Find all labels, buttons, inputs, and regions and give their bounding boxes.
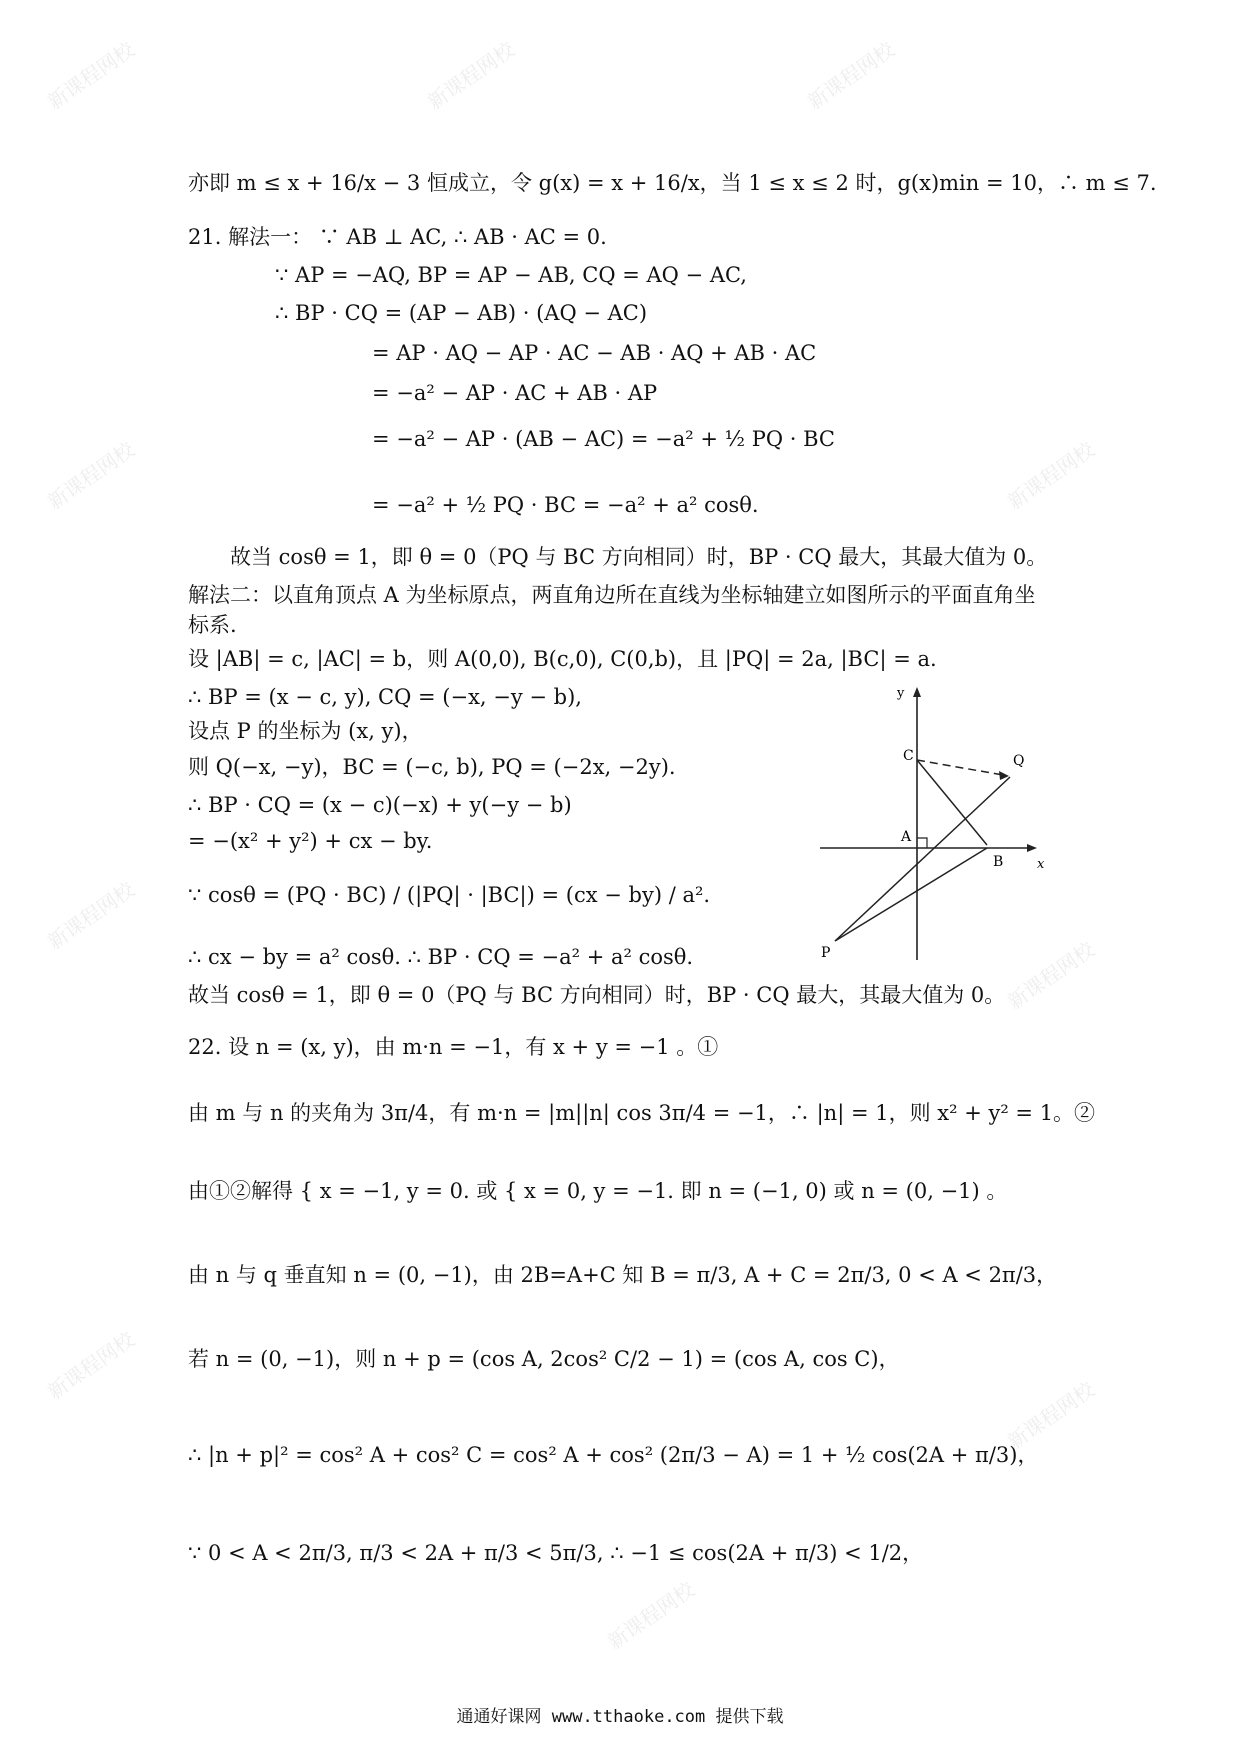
watermark: 新课程网校 [1003, 937, 1099, 1015]
right-angle-mark [917, 838, 927, 848]
point-q-label: Q [1013, 753, 1025, 769]
text-line: = −a² − AP · AC + AB · AP [372, 381, 658, 405]
point-b-label: B [993, 854, 1004, 870]
x-axis-arrow [1027, 844, 1037, 852]
text-line: = −a² + ½ PQ · BC = −a² + a² cosθ. [372, 493, 759, 517]
segment-pb [835, 848, 987, 941]
text-line: 亦即 m ≤ x + 16/x − 3 恒成立，令 g(x) = x + 16/x，当 1 ≤ x ≤ 2 时，g(x)min = 10，∴ m ≤ 7. [188, 171, 1157, 195]
watermark: 新课程网校 [603, 1577, 699, 1655]
text-line: = AP · AQ − AP · AC − AB · AQ + AB · AC [372, 341, 817, 365]
text-line: ∴ BP = (x − c, y), CQ = (−x, −y − b), [188, 685, 582, 709]
watermark: 新课程网校 [43, 877, 139, 955]
watermark: 新课程网校 [43, 437, 139, 515]
watermark: 新课程网校 [43, 37, 139, 115]
text-line: ∵ 0 < A < 2π/3, π/3 < 2A + π/3 < 5π/3, ∴ −1 ≤ cos(2A + π/3) < 1/2， [188, 1541, 924, 1565]
watermark: 新课程网校 [43, 1327, 139, 1405]
text-line: 设 |AB| = c, |AC| = b，则 A(0,0), B(c,0), C(0,b)，且 |PQ| = 2a, |BC| = a. [188, 647, 937, 671]
footer-text: 通通好课网 www.tthaoke.com 提供下载 [456, 1707, 784, 1727]
point-p-label: P [821, 945, 831, 961]
text-line: 故当 cosθ = 1，即 θ = 0（PQ 与 BC 方向相同）时，BP · CQ 最大，其最大值为 0。 [230, 545, 1048, 569]
y-axis-arrow [913, 687, 921, 697]
segment-cq [917, 760, 1003, 775]
watermark: 新课程网校 [1003, 1377, 1099, 1455]
text-line: 解法二：以直角顶点 A 为坐标原点，两直角边所在直线为坐标轴建立如图所示的平面直角坐 [188, 583, 1036, 607]
y-axis-label: y [897, 686, 905, 701]
text-line: ∴ BP · CQ = (AP − AB) · (AQ − AC) [275, 301, 648, 325]
watermark: 新课程网校 [803, 37, 899, 115]
text-line: ∵ cosθ = (PQ · BC) / (|PQ| · |BC|) = (cx − by) / a². [188, 883, 711, 907]
text-line: ∴ |n + p|² = cos² A + cos² C = cos² A + cos² (2π/3 − A) = 1 + ½ cos(2A + π/3)， [188, 1443, 1039, 1467]
text-line: = −a² − AP · (AB − AC) = −a² + ½ PQ · BC [372, 427, 835, 451]
watermark: 新课程网校 [423, 37, 519, 115]
coordinate-diagram [815, 685, 1055, 965]
text-line: ∵ AP = −AQ, BP = AP − AB, CQ = AQ − AC, [275, 263, 747, 287]
text-line: 由①②解得 { x = −1, y = 0. 或 { x = 0, y = −1. 即 n = (−1, 0) 或 n = (0, −1) 。 [188, 1179, 1008, 1203]
point-c-label: C [903, 748, 914, 764]
watermark: 新课程网校 [1003, 437, 1099, 515]
point-a-label: A [901, 829, 912, 845]
problem-21-heading: 21. 解法一： ∵ AB ⊥ AC, ∴ AB · AC = 0. [188, 225, 607, 249]
text-line: 由 n 与 q 垂直知 n = (0, −1)，由 2B=A+C 知 B = π/3, A + C = 2π/3, 0 < A < 2π/3， [188, 1263, 1058, 1287]
text-line: ∴ cx − by = a² cosθ. ∴ BP · CQ = −a² + a² cosθ. [188, 945, 694, 969]
text-line: 故当 cosθ = 1，即 θ = 0（PQ 与 BC 方向相同）时，BP · CQ 最大，其最大值为 0。 [188, 983, 1006, 1007]
text-line: 由 m 与 n 的夹角为 3π/4，有 m·n = |m||n| cos 3π/4 = −1，∴ |n| = 1，则 x² + y² = 1。② [188, 1101, 1096, 1125]
problem-22-heading: 22. 设 n = (x, y)，由 m·n = −1，有 x + y = −1 。① [188, 1035, 719, 1059]
segment-pq [835, 777, 1010, 941]
text-line: 设点 P 的坐标为 (x, y)， [188, 719, 423, 743]
text-line: 标系. [188, 613, 237, 637]
x-axis-label: x [1037, 857, 1045, 872]
text-line: = −(x² + y²) + cx − by. [188, 829, 433, 853]
text-line: 则 Q(−x, −y)，BC = (−c, b), PQ = (−2x, −2y). [188, 755, 676, 779]
text-line: 若 n = (0, −1)，则 n + p = (cos A, 2cos² C/2 − 1) = (cos A, cos C)， [188, 1347, 900, 1371]
text-line: ∴ BP · CQ = (x − c)(−x) + y(−y − b) [188, 793, 572, 817]
